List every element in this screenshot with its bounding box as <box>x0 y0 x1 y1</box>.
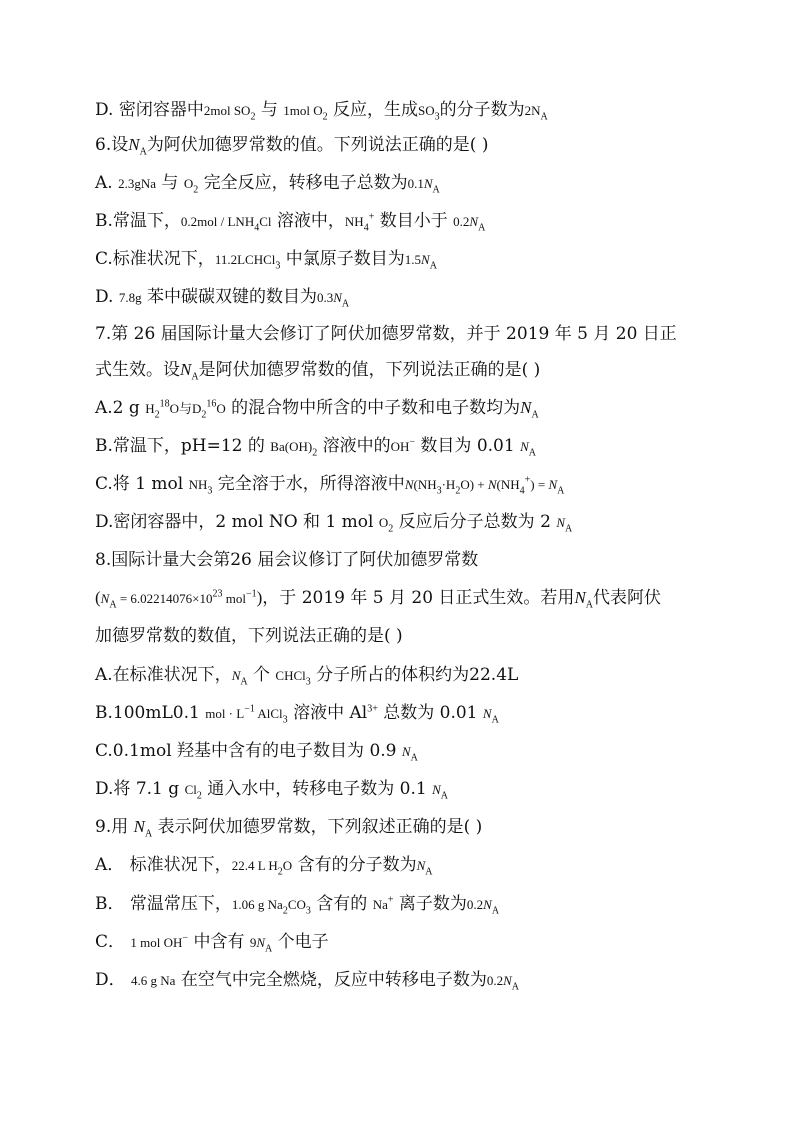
symbol-n: N <box>421 252 430 267</box>
symbol-n: N <box>423 176 433 191</box>
text: 加德罗常数的数值，下列说法正确的是( ) <box>95 626 403 646</box>
formula: ·H <box>441 477 456 492</box>
option-7d <box>95 511 572 534</box>
formula: Ba(OH) <box>270 439 313 454</box>
subscript: 4 <box>363 222 369 234</box>
formula: ( <box>95 588 101 607</box>
subscript: 2 <box>312 447 318 459</box>
subscript: A <box>429 260 437 272</box>
formula: O <box>378 515 389 530</box>
text: D.将 7.1 g <box>95 779 185 799</box>
symbol-n: N <box>487 477 497 492</box>
text: A.在标准状况下， <box>95 665 232 685</box>
text: 式生效。设 <box>95 360 180 380</box>
option-9c <box>95 931 329 954</box>
option-6d <box>95 286 349 309</box>
text: A.2 g <box>95 398 146 418</box>
formula: 0.2 <box>486 973 504 988</box>
text: ，于 2019 年 5 月 20 日正式生效。若用 <box>262 588 575 608</box>
subscript: 3 <box>305 905 311 917</box>
text: 个电子 <box>272 932 329 952</box>
subscript: 2 <box>154 409 160 421</box>
option-9d <box>95 969 519 992</box>
formula: 7.8g <box>118 290 142 305</box>
text: 溶液中， <box>271 211 345 231</box>
superscript: −1 <box>244 703 255 715</box>
text: 完全溶于水，所得溶液中 <box>212 474 405 494</box>
subscript: 3 <box>275 260 281 272</box>
formula: mol <box>222 591 246 606</box>
formula: 9 <box>249 935 257 950</box>
text: 含有的 <box>310 894 373 914</box>
symbol-n: N <box>128 135 140 154</box>
formula: 2mol SO <box>203 103 251 118</box>
symbol-n: N <box>404 477 414 492</box>
text: 反应，生成 <box>327 100 419 120</box>
subscript: 2 <box>282 905 288 917</box>
option-7c <box>95 473 564 496</box>
formula: 11.2LCHCl <box>214 252 276 267</box>
subscript: A <box>491 714 499 726</box>
subscript: A <box>528 447 536 459</box>
question-7-stem <box>95 323 677 345</box>
text: 完全反应，转移电子总数为 <box>198 173 408 193</box>
text: 是阿伏加德罗常数的值，下列说法正确的是( ) <box>198 360 541 380</box>
subscript: 2 <box>196 790 202 802</box>
superscript: − <box>409 436 416 448</box>
formula: H <box>145 401 155 416</box>
symbol-n: N <box>503 973 512 988</box>
subscript: A <box>531 409 539 421</box>
option-6b <box>95 210 485 233</box>
subscript: 3 <box>434 111 440 123</box>
subscript: A <box>109 599 117 611</box>
text: 8.国际计量大会第26 届会议修订了阿伏加德罗常数 <box>95 550 479 570</box>
subscript: A <box>557 485 565 497</box>
text: 与 <box>255 100 284 120</box>
formula: O <box>282 858 293 873</box>
text: C.将 1 mol <box>95 474 189 494</box>
option-7b <box>95 435 536 458</box>
formula: 1.06 g Na <box>231 897 283 912</box>
formula: Cl <box>184 782 197 797</box>
formula: AlCl <box>254 706 283 721</box>
text: 中含有 <box>188 932 250 952</box>
text: B.100mL0.1 <box>95 703 206 723</box>
formula: Cl <box>259 214 272 229</box>
text: A. <box>95 173 119 193</box>
option-8d <box>95 778 448 801</box>
text: 数目为 0.01 <box>415 436 521 456</box>
subscript: A <box>240 676 248 688</box>
superscript: − <box>182 932 189 944</box>
subscript: 2 <box>250 111 256 123</box>
formula: O <box>216 401 226 416</box>
subscript: A <box>191 371 199 383</box>
formula: OH <box>390 439 410 454</box>
subscript: 3 <box>436 485 442 497</box>
formula: (NH <box>496 477 520 492</box>
formula: O <box>183 176 194 191</box>
text: B． 常温常压下， <box>95 894 232 914</box>
formula: ) <box>256 588 263 607</box>
formula: NH <box>344 214 364 229</box>
text: 7.第 26 届国际计量大会修订了阿伏加德罗常数，并于 2019 年 5 月 20 日正 <box>95 324 677 344</box>
text: 溶液中 Al <box>287 703 368 723</box>
symbol-n: N <box>416 858 426 873</box>
formula: NH <box>188 477 208 492</box>
symbol-n: N <box>482 706 492 721</box>
formula: CHCl <box>275 668 306 683</box>
subscript: A <box>564 523 573 535</box>
symbol-n: N <box>469 214 479 229</box>
text: 表示阿伏加德罗常数，下列叙述正确的是( ) <box>152 817 483 837</box>
text: 代表阿伏 <box>593 588 662 608</box>
formula: 0.3 <box>317 290 334 305</box>
text: 通入水中，转移电子数为 0.1 <box>201 779 433 799</box>
subscript: 2 <box>201 409 207 421</box>
text: B.常温下，pH=12 的 <box>95 436 271 456</box>
formula: 1mol O <box>283 103 323 118</box>
text: 苯中碳碳双键的数目为 <box>141 287 317 307</box>
text: A． 标准状况下， <box>95 855 232 875</box>
superscript: + <box>524 474 531 486</box>
symbol-n: N <box>333 290 342 305</box>
formula: 0.2mol / LNH <box>180 214 255 229</box>
symbol-n: N <box>432 782 441 797</box>
formula: ) = <box>530 477 549 492</box>
formula: Na <box>372 897 388 912</box>
subscript: 3 <box>282 714 288 726</box>
question-8-stem <box>95 549 478 571</box>
subscript: 4 <box>254 222 260 234</box>
text: 在空气中完全燃烧，反应中转移电子数为 <box>175 970 487 990</box>
option-8c <box>95 740 418 763</box>
symbol-n: N <box>574 588 586 607</box>
text: D. <box>95 287 119 307</box>
option-5d <box>95 99 548 122</box>
formula: SO <box>418 103 435 118</box>
option-7a <box>95 397 539 420</box>
formula: 22.4 L H <box>231 858 278 873</box>
option-9b <box>95 893 499 916</box>
question-8-stem-end <box>95 625 403 647</box>
superscript: + <box>387 894 394 906</box>
text: 含有的分子数为 <box>292 855 417 875</box>
text: D． <box>95 970 132 990</box>
symbol-n: N <box>100 591 110 606</box>
text: 溶液中的 <box>317 436 391 456</box>
formula: (NH <box>413 477 437 492</box>
question-6-stem <box>95 134 488 156</box>
subscript: 3 <box>305 676 311 688</box>
option-8a <box>95 664 518 687</box>
formula: O与D <box>169 401 202 416</box>
formula: 0.1 <box>407 176 424 191</box>
subscript: A <box>265 943 273 955</box>
symbol-n: N <box>180 360 192 379</box>
subscript: A <box>432 184 440 196</box>
symbol-n: N <box>556 515 565 530</box>
option-6a <box>95 172 440 195</box>
text: 为阿伏加德罗常数的值。下列说法正确的是( ) <box>146 135 489 155</box>
formula: 4.6 g Na <box>131 973 176 988</box>
text: C.标准状况下， <box>95 249 215 269</box>
subscript: 2 <box>193 184 199 196</box>
text: C． <box>95 932 131 952</box>
superscript: 3+ <box>367 703 378 715</box>
text: C.0.1mol 羟基中含有的电子数目为 0.9 <box>95 741 402 761</box>
question-7-stem-cont <box>95 359 540 381</box>
superscript: 23 <box>212 588 223 600</box>
text: 离子数为 <box>393 894 467 914</box>
text: 的混合物中所含的中子数和电子数均为 <box>225 398 521 418</box>
question-9-stem <box>95 816 482 838</box>
symbol-n: N <box>133 817 145 836</box>
subscript: 2 <box>277 866 283 878</box>
subscript: A <box>478 222 486 234</box>
option-9a <box>95 854 433 877</box>
text: 数目小于 <box>374 211 454 231</box>
formula: 0.2 <box>466 897 484 912</box>
question-8-stem-cont <box>95 587 661 610</box>
text: 总数为 0.01 <box>377 703 483 723</box>
symbol-n: N <box>401 744 411 759</box>
option-6c <box>95 248 437 271</box>
symbol-n: N <box>231 668 241 683</box>
formula: mol · L <box>205 706 245 721</box>
superscript: 18 <box>159 398 170 410</box>
subscript: A <box>585 599 594 611</box>
formula: 0.2 <box>453 214 470 229</box>
subscript: A <box>425 866 433 878</box>
subscript: A <box>139 146 147 158</box>
subscript: 3 <box>207 485 213 497</box>
formula: 1 mol OH <box>130 935 183 950</box>
text: 6.设 <box>95 135 129 155</box>
superscript: + <box>368 211 375 223</box>
symbol-n: N <box>548 477 558 492</box>
text: D.密闭容器中，2 mol NO 和 1 mol <box>95 512 379 532</box>
text: 的分子数为 <box>439 100 525 120</box>
formula: O) + <box>460 477 488 492</box>
subscript: 2 <box>322 111 328 123</box>
subscript: A <box>410 752 418 764</box>
text: 与 <box>156 173 184 193</box>
superscript: 16 <box>206 398 217 410</box>
subscript: A <box>341 298 350 310</box>
formula: CO <box>287 897 306 912</box>
subscript: A <box>144 828 153 840</box>
formula: 2N <box>524 103 541 118</box>
symbol-n: N <box>256 935 266 950</box>
subscript: 2 <box>388 523 394 535</box>
formula: 2.3gNa <box>118 176 157 191</box>
symbol-n: N <box>483 897 492 912</box>
superscript: −1 <box>245 588 257 600</box>
text: B.常温下， <box>95 211 181 231</box>
subscript: A <box>491 905 500 917</box>
text: 反应后分子总数为 2 <box>393 512 557 532</box>
subscript: 4 <box>519 485 525 497</box>
text: 分子所占的体积约为22.4L <box>310 665 519 685</box>
symbol-n: N <box>520 398 532 417</box>
text: 中氯原子数目为 <box>280 249 405 269</box>
text: 9.用 <box>95 817 134 837</box>
formula: = 6.02214076×10 <box>116 591 213 606</box>
option-8b <box>95 702 499 725</box>
formula: 1.5 <box>404 252 422 267</box>
subscript: A <box>511 981 520 993</box>
subscript: A <box>440 790 449 802</box>
text: 个 <box>247 665 276 685</box>
symbol-n: N <box>520 439 529 454</box>
subscript: 2 <box>455 485 461 497</box>
subscript: A <box>540 111 548 123</box>
text: D. 密闭容器中 <box>95 100 204 120</box>
